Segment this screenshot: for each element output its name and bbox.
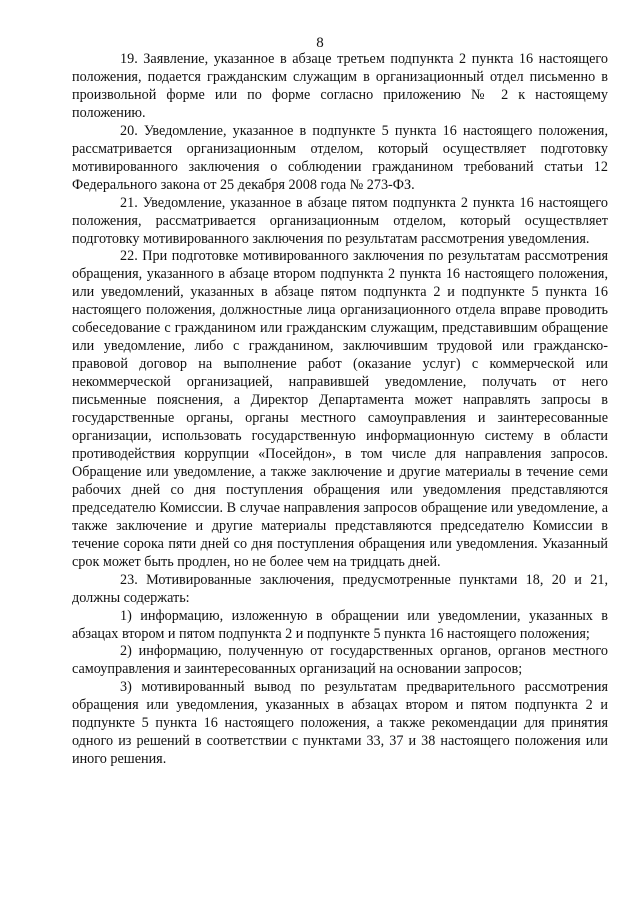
list-item-23-2: 2) информацию, полученную от государственных органов, органов местного самоуправления и заинтересованных организаций на основании запросов;: [72, 643, 608, 678]
paragraph-20: 20. Уведомление, указанное в подпункте 5 пункта 16 настоящего положения, рассматривается организационным отделом, который осуществляет подготовку мотивированного заключения о соблюдении гражданином требований статьи 12 Федерального закона от 25 декабря 2008 года № 273-ФЗ.: [72, 122, 608, 193]
paragraph-22: 22. При подготовке мотивированного заключения по результатам рассмотрения обращения, указанного в абзаце втором подпункта 2 пункта 16 настоящего положения, или уведомлений, указанных в абзаце пятом подпункта 2 и подпункте 5 пункта 16 настоящего положения, должностные лица организационного отдела вправе проводить собеседование с гражданином или гражданским служащим, представившим обращение или уведомление, либо с гражданином, заключившим трудовой или гражданско-правовой договор на выполнение работ (оказание услуг) с коммерческой или некоммерческой организацией, направившей уведомление, получать от него письменные пояснения, а Директор Департамента может направлять запросы в государственные органы, органы местного самоуправления и заинтересованные организации, использовать государственную информационную систему в области противодействия коррупции «Посейдон», в том числе для направления запросов. Обращение или уведомление, а также заключение и другие материалы в течение семи рабочих дней со дня поступления обращения или уведомления представляются председателю Комиссии. В случае направления запросов обращение или уведомление, а также заключение и другие материалы представляются председателю Комиссии в течение сорока пяти дней со дня поступления обращения или уведомления. Указанный срок может быть продлен, но не более чем на тридцать дней.: [72, 248, 608, 570]
list-item-23-1: 1) информацию, изложенную в обращении или уведомлении, указанных в абзацах втором и пятом подпункта 2 и подпункте 5 пункта 16 настоящего положения;: [72, 607, 608, 642]
paragraph-19: 19. Заявление, указанное в абзаце третьем подпункта 2 пункта 16 настоящего положения, подается гражданским служащим в организационный отдел письменно в произвольной форме или по форме согласно приложению № 2 к настоящему положению.: [72, 51, 608, 121]
list-item-23-3: 3) мотивированный вывод по результатам предварительного рассмотрения обращения или уведомления, указанных в абзацах втором и пятом подпункта 2 и подпункте 5 пункта 16 настоящего положения, а также рекомендации для принятия одного из решений в соответствии с пунктами 33, 37 и 38 настоящего положения или иного решения.: [72, 679, 608, 768]
paragraph-21: 21. Уведомление, указанное в абзаце пятом подпункта 2 пункта 16 настоящего положения, рассматривается организационным отделом, который осуществляет подготовку мотивированного заключения по результатам рассмотрения уведомления.: [72, 194, 608, 247]
paragraph-23: 23. Мотивированные заключения, предусмотренные пунктами 18, 20 и 21, должны содержать:: [72, 571, 608, 606]
document-body: [72, 51, 608, 769]
page-number: 8: [316, 35, 324, 51]
